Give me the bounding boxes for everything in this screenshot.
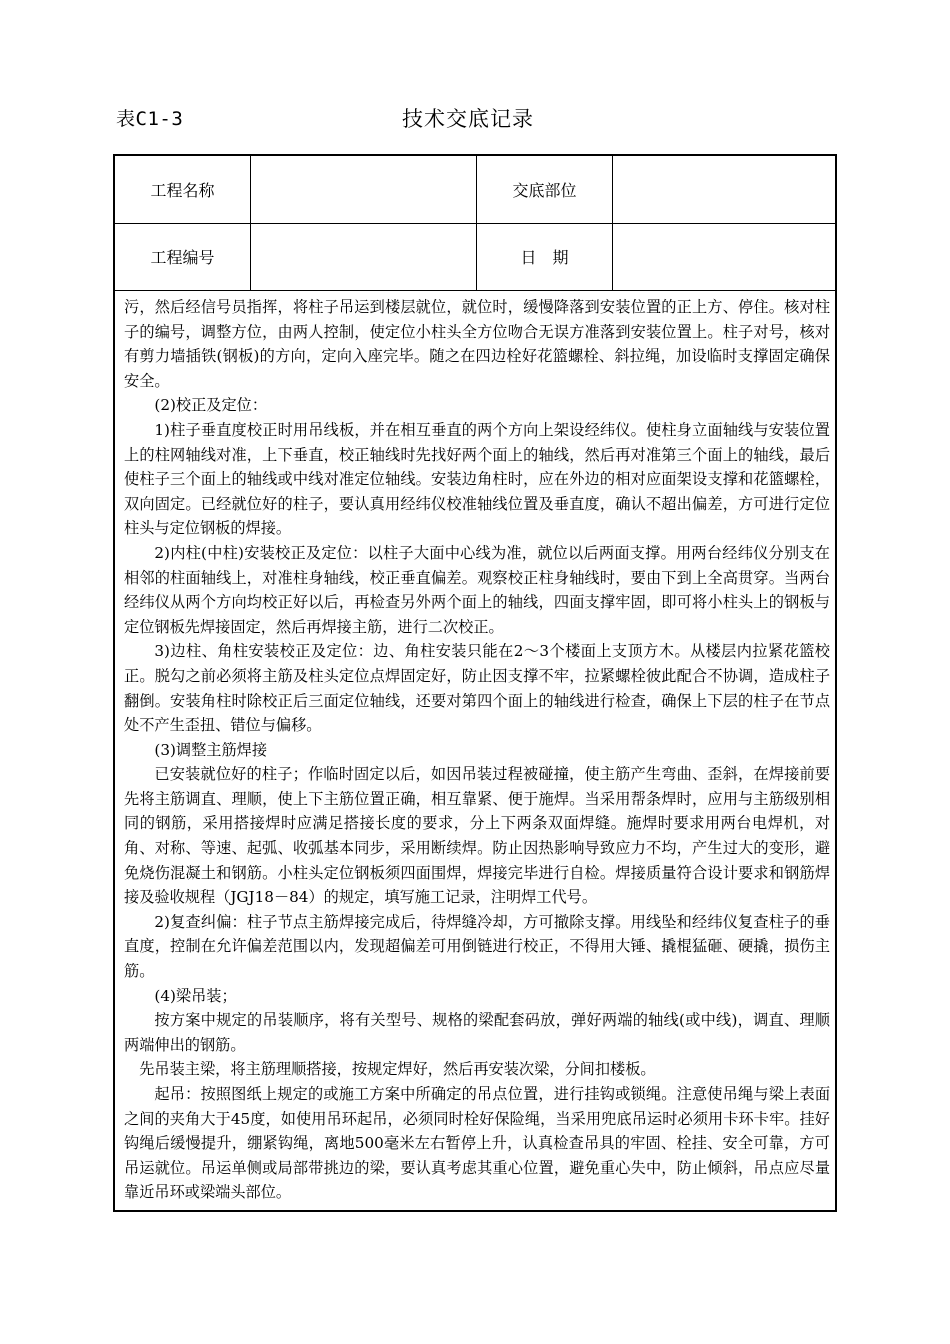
paragraph: 2)内柱(中柱)安装校正及定位：以柱子大面中心线为准，就位以后两面支撑。用两台经纬仪分别支在相邻的柱面轴线上，对准柱身轴线，校正垂直偏差。观察校正柱身轴线时，要由下到上全高贯穿。当两台经纬仪从两个方向均校正好以后，再检查另外两个面上的轴线，四面支撑牢固，即可将小柱头上的钢板与定位钢板先焊接固定，然后再焊接主筋，进行二次校正。 [124,543,830,636]
info-row-2 [115,223,835,291]
paragraph: 已安装就位好的柱子；作临时固定以后，如因吊装过程被碰撞，使主筋产生弯曲、歪斜，在焊接前要先将主筋调直、理顺，使上下主筋位置正确，相互靠紧、便于施焊。当采用帮条焊时，应用与主筋级别相同的钢筋，采用搭接焊时应满足搭接长度的要求，分上下两条双面焊缝。施焊时要求用两台电焊机，对角、对称、等速、起弧、收弧基本同步，采用断续焊。防止因热影响导致应力不均，产生过大的变形，避免烧伤混凝土和钢筋。小柱头定位钢板须四面围焊，焊接完毕进行自检。焊接质量符合设计要求和钢筋焊接及验收规程（JGJ18－84）的规定，填写施工记录，注明焊工代号。 [124,765,830,907]
project-name-label: 工程名称 [115,156,251,223]
paragraph: 1)柱子垂直度校正时用吊线板，并在相互垂直的两个方向上架设经纬仪。使柱身立面轴线与安装位置上的柱网轴线对准，上下垂直，校正轴线时先找好两个面上的轴线，然后再对准第三个面上的轴线，最后使柱子三个面上的轴线或中线对准定位轴线。安装边角柱时，应在外边的相对应面架设支撑和花篮螺栓，双向固定。已经就位好的柱子，要认真用经纬仪校准轴线位置及垂直度，确认不超出偏差，方可进行定位柱头与定位钢板的焊接。 [124,420,830,538]
section-heading: (3)调整主筋焊接 [154,740,268,759]
date-label: 日 期 [477,223,613,290]
date-field[interactable] [613,223,835,290]
section-heading: (4)梁吊装； [154,986,237,1005]
project-number-label: 工程编号 [115,223,251,290]
paragraph: 污，然后经信号员指挥，将柱子吊运到楼层就位，就位时，缓慢降落到安装位置的正上方、停住。核对柱子的编号，调整方位，由两人控制，使定位小柱头全方位吻合无误方准落到安装位置上。柱子对号，核对有剪力墙插铁(钢板)的方向，定向入座完毕。随之在四边栓好花篮螺栓、斜拉绳，加设临时支撑固定确保安全。 [124,298,830,390]
paragraph: 先吊装主梁，将主筋理顺搭接，按规定焊好，然后再安装次梁，分间扣楼板。 [139,1060,656,1079]
paragraph: 2)复查纠偏：柱子节点主筋焊接完成后，待焊缝冷却，方可撤除支撑。用线坠和经纬仪复查柱子的垂直度，控制在允许偏差范围以内，发现超偏差可用倒链进行校正，不得用大锤、撬棍猛砸、硬撬，损伤主筋。 [124,912,830,981]
record-form [113,154,837,1212]
paragraph: 3)边柱、角柱安装校正及定位：边、角柱安装只能在2～3个楼面上支顶方木。从楼层内拉紧花篮校正。脱勾之前必须将主筋及柱头定位点焊固定好，防止因支撑不牢，拉紧螺栓彼此配合不协调，造成柱子翻倒。安装角柱时除校正后三面定位轴线，还要对第四个面上的轴线进行检查，确保上下层的柱子在节点处不产生歪扭、错位与偏移。 [124,642,830,735]
project-name-field[interactable] [251,156,477,223]
paragraph: 按方案中规定的吊装顺序，将有关型号、规格的梁配套码放，弹好两端的轴线(或中线)，调直、理顺两端伸出的钢筋。 [124,1011,830,1054]
paragraph: 起吊：按照图纸上规定的或施工方案中所确定的吊点位置，进行挂钩或锁绳。注意使吊绳与梁上表面之间的夹角大于45度，如使用吊环起吊，必须同时栓好保险绳，当采用兜底吊运时必须用卡环卡牢。挂好钩绳后缓慢提升，绷紧钩绳，离地500毫米左右暂停上升，认真检查吊具的牢固、栓挂、安全可靠，方可吊运就位。吊运单侧或局部带挑边的梁，要认真考虑其重心位置，避免重心失中，防止倾斜，吊点应尽量靠近吊环或梁端头部位。 [124,1085,830,1202]
disclosure-content [124,295,830,1205]
section-heading: (2)校正及定位： [154,396,268,415]
form-code: 表C1-3 [116,108,184,130]
document-title: 技术交底记录 [402,107,534,131]
location-label: 交底部位 [477,156,613,223]
location-field[interactable] [613,156,835,223]
info-row-1 [115,156,835,224]
project-number-field[interactable] [251,223,477,290]
